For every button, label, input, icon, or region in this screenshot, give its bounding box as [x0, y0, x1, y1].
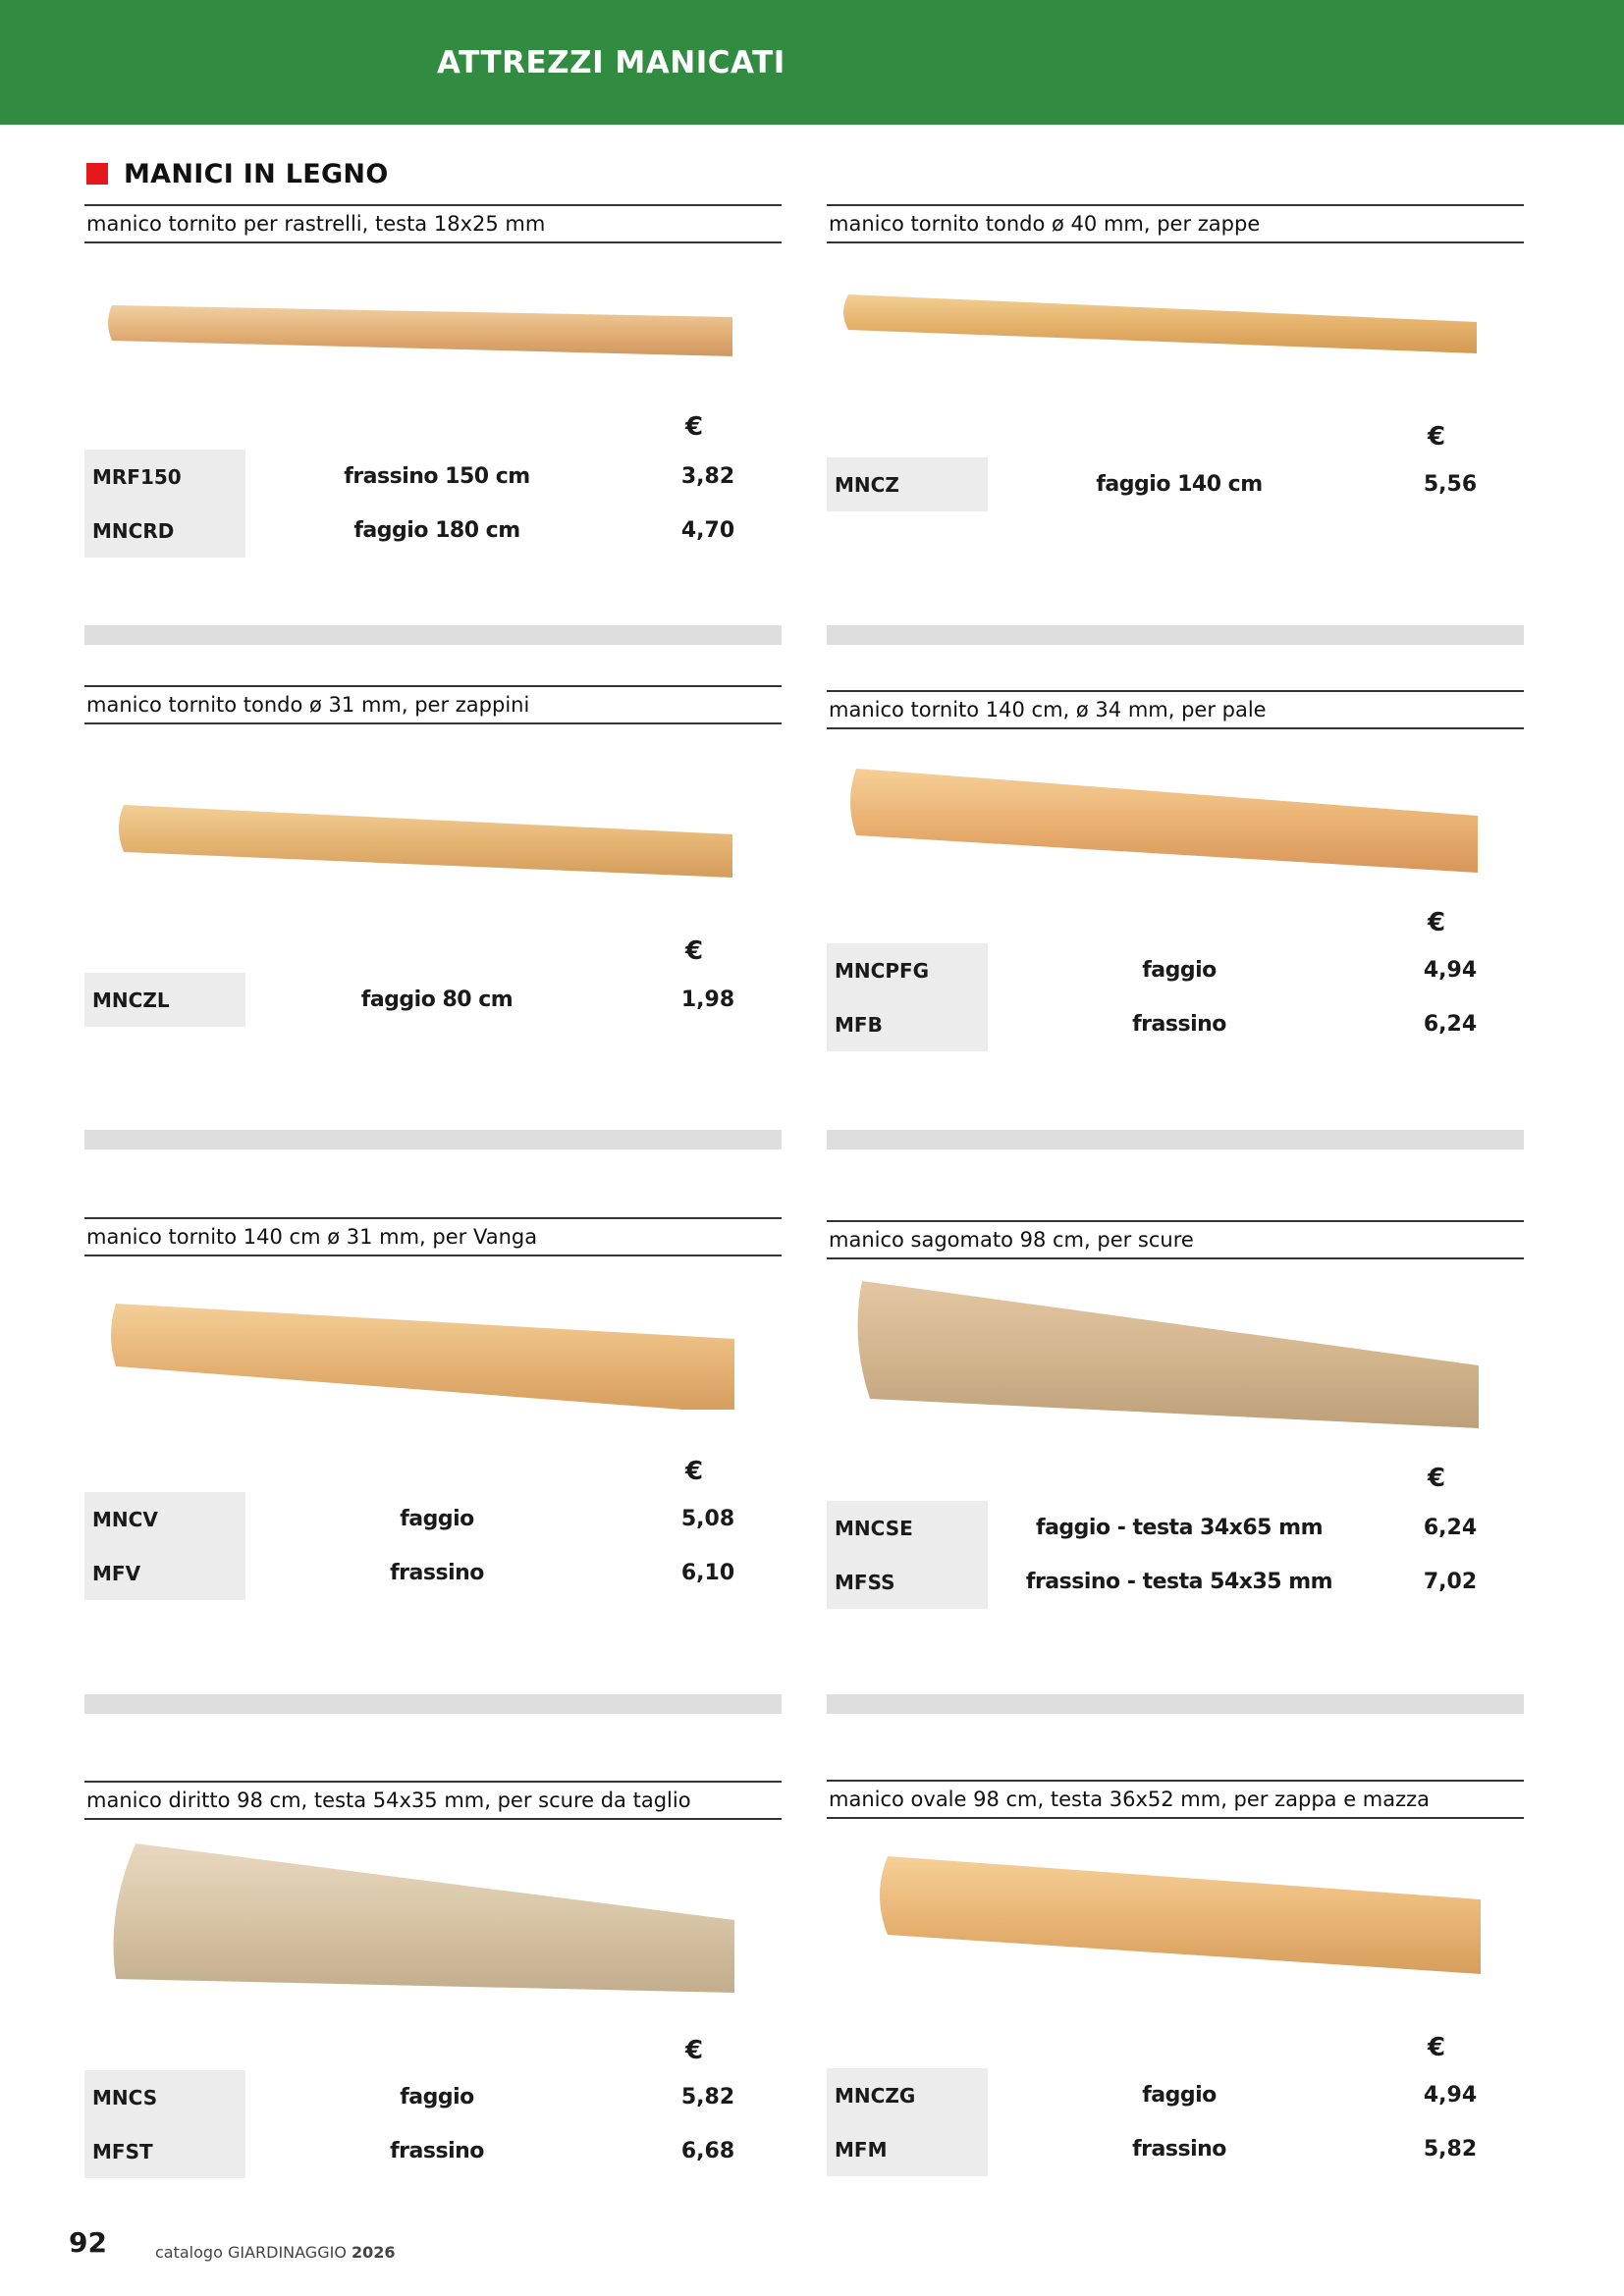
separator-bar: [827, 1130, 1524, 1149]
product-title: manico tornito tondo ø 40 mm, per zappe: [829, 212, 1261, 236]
currency-symbol: €: [1428, 908, 1446, 937]
product-description: frassino: [390, 1561, 484, 1585]
currency-symbol: €: [1428, 422, 1446, 452]
wood-handle-image: [850, 1281, 1479, 1438]
red-square-bullet: [86, 163, 108, 185]
product-price: 3,82: [680, 464, 735, 489]
product-price: 4,70: [680, 518, 735, 543]
product-title: manico sagomato 98 cm, per scure: [829, 1228, 1194, 1252]
product-row: [827, 2122, 1524, 2176]
product-title-bar: [827, 690, 1524, 729]
product-price: 6,24: [1423, 1516, 1478, 1540]
product-title-bar: [84, 685, 782, 724]
product-row: [827, 2068, 1524, 2122]
product-code: MFST: [84, 2124, 245, 2178]
product-description: faggio: [400, 2085, 474, 2109]
section-title: MANICI IN LEGNO: [124, 158, 389, 189]
product-row: [84, 1492, 782, 1546]
product-code: MNCV: [84, 1492, 245, 1546]
product-title: manico tornito 140 cm ø 31 mm, per Vanga: [86, 1225, 538, 1249]
currency-symbol: €: [1428, 2033, 1446, 2062]
product-row: [827, 1501, 1524, 1555]
product-description: faggio: [400, 1507, 474, 1531]
product-title-bar: [84, 1217, 782, 1256]
product-row: [84, 2070, 782, 2124]
product-code: MNCZ: [827, 457, 988, 511]
section-heading: [86, 157, 389, 190]
product-row: [827, 943, 1524, 997]
product-price: 7,02: [1423, 1570, 1478, 1594]
product-row: [84, 2124, 782, 2178]
product-code: MNCPFG: [827, 943, 988, 997]
product-title: manico tornito 140 cm, ø 34 mm, per pale: [829, 698, 1267, 721]
wood-handle-image: [872, 1856, 1481, 2003]
header-title: ATTREZZI MANICATI: [437, 45, 785, 80]
product-title: manico diritto 98 cm, testa 54x35 mm, per scure da taglio: [86, 1789, 691, 1812]
wood-handle-image: [106, 1843, 734, 2020]
product-row: [84, 450, 782, 504]
product-price: 5,82: [680, 2085, 735, 2109]
catalog-footer: [155, 2243, 396, 2262]
product-row: [84, 973, 782, 1027]
product-description: frassino - testa 54x35 mm: [1025, 1570, 1333, 1594]
currency-symbol: €: [685, 2036, 704, 2065]
product-price: 5,82: [1423, 2137, 1478, 2162]
product-price: 4,94: [1423, 958, 1478, 983]
product-title-bar: [827, 204, 1524, 243]
catalog-name: catalogo GIARDINAGGIO: [155, 2243, 347, 2262]
product-title: manico tornito per rastrelli, testa 18x25 mm: [86, 212, 546, 236]
product-code: MNCZL: [84, 973, 245, 1027]
separator-bar: [84, 625, 782, 645]
product-code: MFSS: [827, 1555, 988, 1609]
product-title: manico ovale 98 cm, testa 36x52 mm, per zappa e mazza: [829, 1788, 1431, 1811]
separator-bar: [827, 1694, 1524, 1714]
product-price: 5,56: [1423, 472, 1478, 497]
product-price: 6,24: [1423, 1012, 1478, 1037]
product-description: faggio 140 cm: [1096, 472, 1263, 497]
product-title-bar: [827, 1780, 1524, 1819]
product-row: [827, 997, 1524, 1051]
wood-handle-image: [106, 1302, 734, 1410]
currency-symbol: €: [1428, 1464, 1446, 1493]
product-description: frassino: [1132, 2137, 1226, 2162]
wood-handle-image: [839, 283, 1477, 381]
product-description: frassino: [1132, 1012, 1226, 1037]
product-code: MNCSE: [827, 1501, 988, 1555]
product-price: 1,98: [680, 988, 735, 1012]
product-title: manico tornito tondo ø 31 mm, per zappini: [86, 693, 530, 717]
currency-symbol: €: [685, 412, 704, 442]
product-description: faggio 180 cm: [353, 518, 520, 543]
page-header: [0, 0, 1624, 125]
product-code: MNCS: [84, 2070, 245, 2124]
product-row: [827, 457, 1524, 511]
product-price: 4,94: [1423, 2083, 1478, 2108]
currency-symbol: €: [685, 1457, 704, 1486]
product-title-bar: [84, 1781, 782, 1820]
product-description: frassino: [390, 2139, 484, 2163]
product-code: MFM: [827, 2122, 988, 2176]
separator-bar: [84, 1694, 782, 1714]
product-code: MNCZG: [827, 2068, 988, 2122]
separator-bar: [827, 625, 1524, 645]
product-description: faggio 80 cm: [360, 988, 514, 1012]
product-price: 6,10: [680, 1561, 735, 1585]
wood-handle-image: [114, 799, 732, 897]
product-description: faggio - testa 34x65 mm: [1036, 1516, 1323, 1540]
separator-bar: [84, 1130, 782, 1149]
page-number: 92: [69, 2226, 107, 2259]
catalog-year: 2026: [352, 2243, 396, 2262]
product-row: [827, 1555, 1524, 1609]
product-code: MFV: [84, 1546, 245, 1600]
product-row: [84, 504, 782, 558]
product-code: MFB: [827, 997, 988, 1051]
product-code: MNCRD: [84, 504, 245, 558]
currency-symbol: €: [685, 936, 704, 966]
product-description: faggio: [1142, 2083, 1217, 2108]
wood-handle-image: [104, 288, 732, 386]
product-price: 6,68: [680, 2139, 735, 2163]
product-title-bar: [827, 1220, 1524, 1259]
product-row: [84, 1546, 782, 1600]
product-description: faggio: [1142, 958, 1217, 983]
product-price: 5,08: [680, 1507, 735, 1531]
product-code: MRF150: [84, 450, 245, 504]
product-description: frassino 150 cm: [344, 464, 530, 489]
product-title-bar: [84, 204, 782, 243]
wood-handle-image: [844, 769, 1478, 886]
